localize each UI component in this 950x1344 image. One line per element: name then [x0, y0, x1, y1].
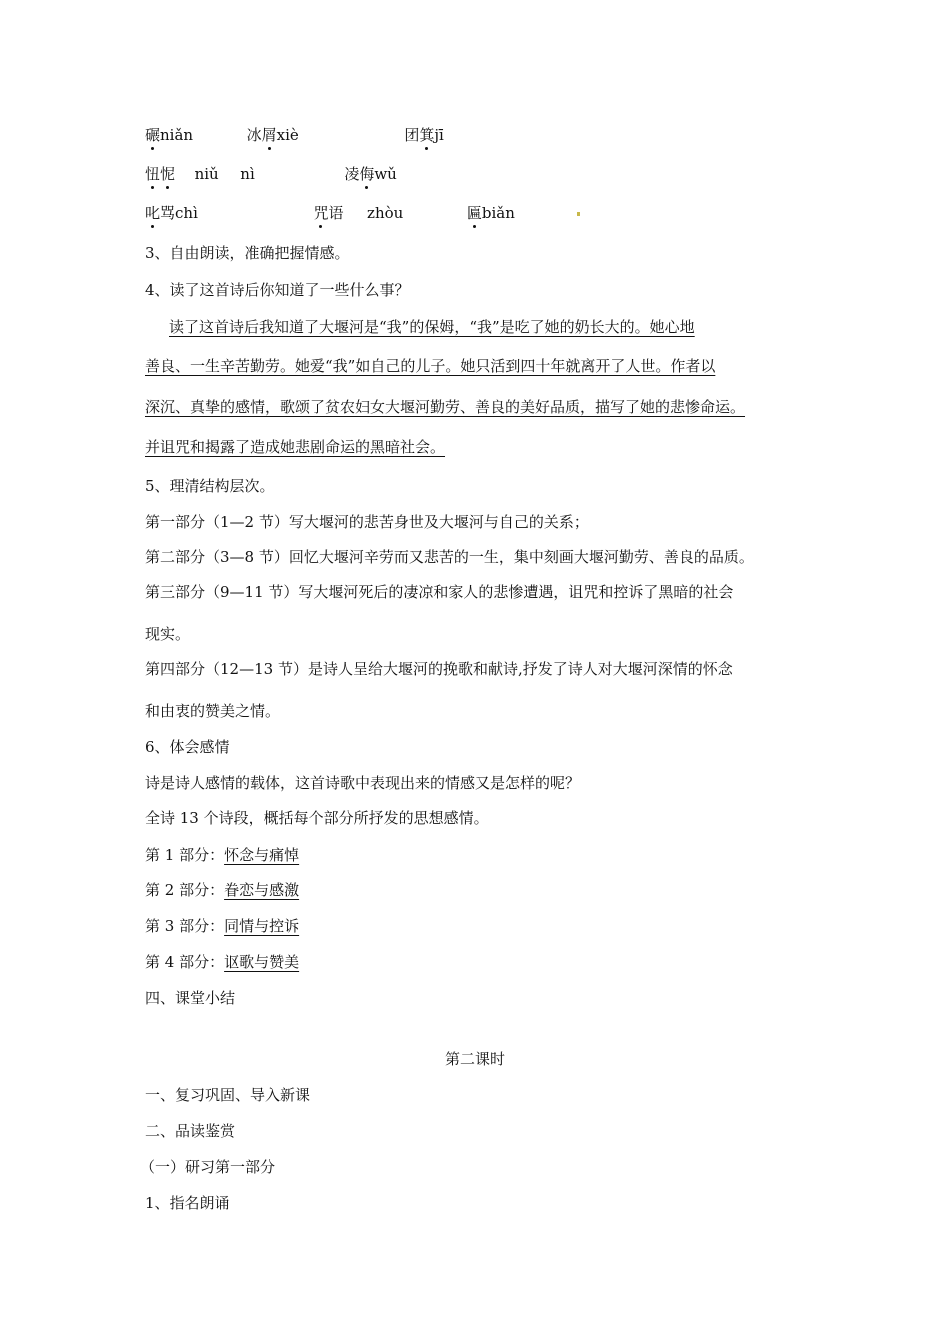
part-3: 第三部分（9—11 节）写大堰河死后的凄凉和家人的悲惨遭遇，诅咒和控诉了黑暗的社会 — [145, 583, 734, 601]
vocab-pinyin: nì — [240, 165, 255, 183]
step-3: 3、自由朗读，准确把握情感。 — [145, 244, 350, 262]
feeling-label: 第 2 部分： — [145, 881, 225, 899]
vocab-char: 侮 — [359, 165, 375, 183]
lesson-2-title: 第二课时 — [444, 1050, 505, 1068]
feeling-label: 第 3 部分： — [145, 917, 225, 935]
vocab-char: 叱 — [145, 204, 161, 222]
feeling-value: 怀念与痛悼 — [224, 846, 300, 864]
lesson-2-item-2: 二、品读鉴赏 — [145, 1122, 236, 1140]
vocab-row-2 — [145, 164, 397, 184]
feeling-row — [145, 952, 299, 972]
vocab-pinyin: biǎn — [481, 204, 515, 222]
vocab-row-3 — [145, 203, 515, 223]
vocab-pinyin: jī — [434, 126, 444, 144]
vocab-pinyin: zhòu — [367, 204, 404, 222]
vocab-row-1 — [145, 125, 444, 145]
vocab-pinyin: xiè — [276, 126, 299, 144]
vocab-char: 忸 — [145, 165, 161, 183]
answer-line-4: 并诅咒和揭露了造成她悲剧命运的黑暗社会。 — [145, 438, 446, 456]
part-3-cont: 现实。 — [145, 625, 191, 643]
vocab-pinyin: niǔ — [194, 165, 219, 183]
vocab-char: 屑 — [261, 126, 277, 144]
scan-mark — [577, 212, 580, 216]
vocab-char: 碾 — [145, 126, 161, 144]
answer-line-2: 善良、一生辛苦勤劳。她爱“我”如自己的儿子。她只活到四十年就离开了人世。作者以 — [145, 357, 716, 375]
step-6: 6、体会感情 — [145, 738, 230, 756]
vocab-char-plain: 语 — [328, 204, 344, 222]
feeling-row — [145, 845, 315, 865]
step-6-note: 全诗 13 个诗段，概括每个部分所抒发的思想感情。 — [145, 809, 489, 827]
vocab-char: 箕 — [419, 126, 435, 144]
part-2: 第二部分（3—8 节）回忆大堰河辛劳而又悲苦的一生，集中刻画大堰河勤劳、善良的品质。 — [145, 548, 754, 566]
vocab-char-plain: 凌 — [344, 165, 360, 183]
step-6-question: 诗是诗人感情的载体，这首诗歌中表现出来的情感又是怎样的呢？ — [145, 774, 581, 792]
feeling-value: 讴歌与赞美 — [224, 953, 300, 971]
step-4: 4、读了这首诗后你知道了一些什么事？ — [145, 281, 410, 299]
answer-line-3: 深沉、真挚的感情，歌颂了贫农妇女大堰河勤劳、善良的美好品质，描写了她的悲惨命运。 — [145, 398, 746, 416]
step-5: 5、理清结构层次。 — [145, 477, 275, 495]
part-4: 第四部分（12—13 节）是诗人呈给大堰河的挽歌和献诗,抒发了诗人对大堰河深情的怀念 — [145, 660, 733, 678]
vocab-char: 咒 — [313, 204, 329, 222]
vocab-char: 怩 — [160, 165, 176, 183]
answer-line-1: 读了这首诗后我知道了大堰河是“我”的保姆，“我”是吃了她的奶长大的。她心地 — [169, 318, 695, 336]
vocab-char-plain: 骂 — [160, 204, 176, 222]
vocab-char-plain: 团 — [404, 126, 420, 144]
feeling-row — [145, 880, 299, 900]
feeling-label: 第 4 部分： — [145, 953, 225, 971]
feeling-row — [145, 916, 299, 936]
vocab-pinyin: wǔ — [374, 165, 397, 183]
vocab-pinyin: niǎn — [160, 126, 194, 144]
feeling-value: 眷恋与感激 — [224, 881, 300, 899]
lesson-2-item-1: 一、复习巩固、导入新课 — [145, 1086, 311, 1104]
vocab-char: 匾 — [466, 204, 482, 222]
feeling-label: 第 1 部分： — [145, 846, 225, 864]
class-summary: 四、课堂小结 — [145, 989, 236, 1007]
part-4-cont: 和由衷的赞美之情。 — [145, 702, 281, 720]
lesson-2-item-3: （一）研习第一部分 — [140, 1158, 276, 1176]
feeling-value: 同情与控诉 — [224, 917, 300, 935]
part-1: 第一部分（1—2 节）写大堰河的悲苦身世及大堰河与自己的关系； — [145, 513, 589, 531]
vocab-char-plain: 冰 — [246, 126, 262, 144]
lesson-2-item-4: 1、指名朗诵 — [145, 1194, 230, 1212]
vocab-pinyin: chì — [175, 204, 198, 222]
